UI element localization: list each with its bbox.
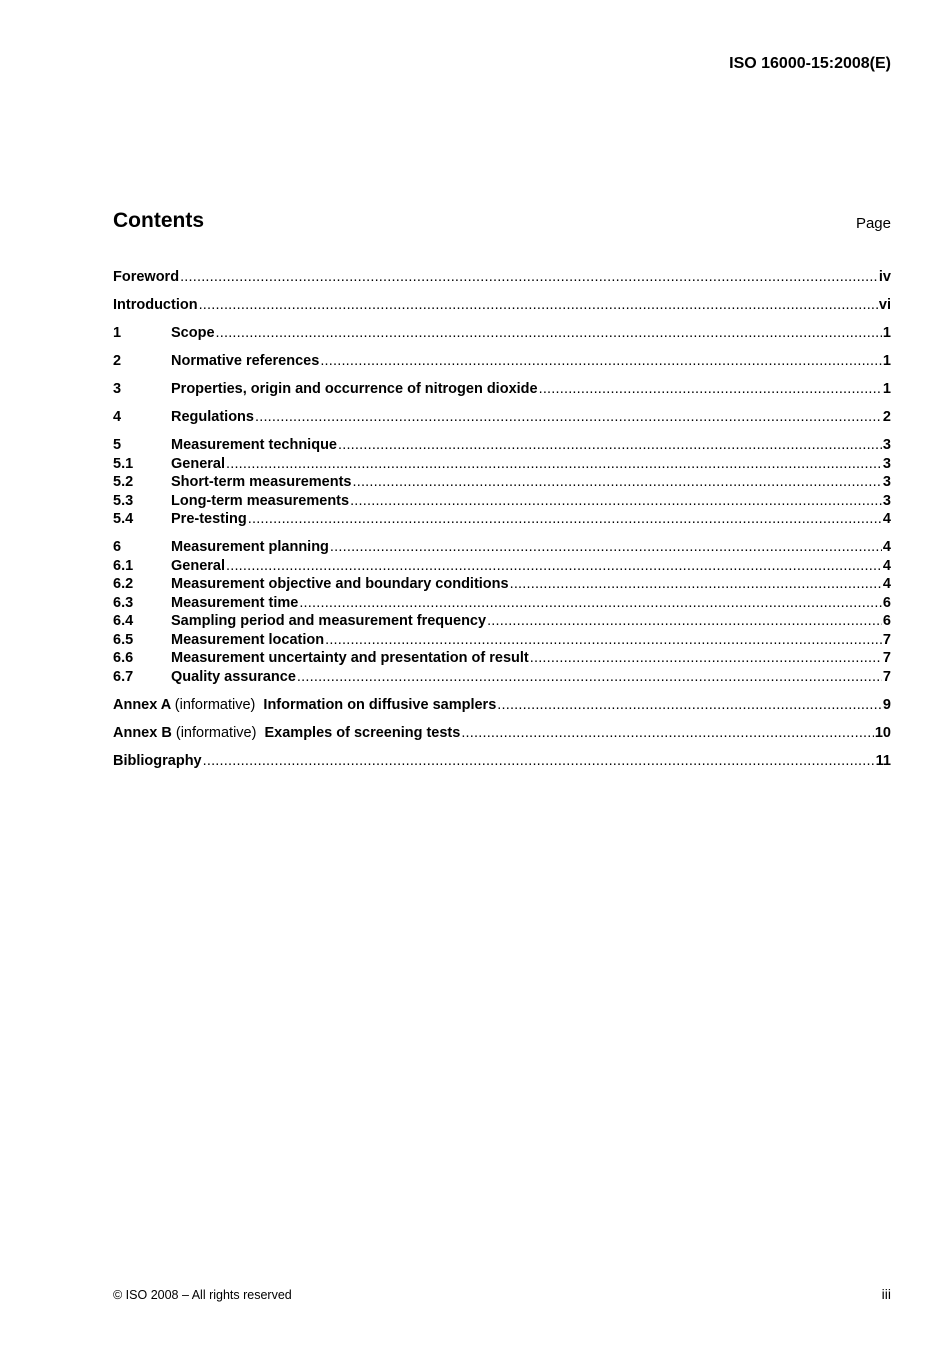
- toc-leader-dots: [216, 324, 882, 343]
- toc-entry-number: 6.3: [113, 594, 134, 611]
- toc-entry-title: Pre-testing: [171, 511, 247, 527]
- toc-page-number: 2: [882, 409, 891, 425]
- toc-entry-number: 6.1: [113, 557, 134, 574]
- toc-entry-number: 5.1: [113, 455, 134, 472]
- toc-page-number: 3: [882, 437, 891, 453]
- toc-page-number: 4: [882, 576, 891, 592]
- toc-page-number: 1: [882, 325, 891, 341]
- toc-leader-dots: [226, 455, 882, 474]
- toc-leader-dots: [226, 557, 882, 576]
- toc-entry-number: 2: [113, 353, 122, 369]
- toc-entry-title: Short-term measurements: [171, 474, 352, 490]
- toc-entry-title: Long-term measurements: [171, 492, 350, 509]
- toc-leader-dots: [353, 473, 882, 492]
- toc-leader-dots: [199, 296, 878, 315]
- toc-entry-bibliography[interactable]: [113, 752, 891, 771]
- annex-note: (informative): [174, 696, 256, 713]
- toc-page-number: 7: [882, 650, 891, 666]
- toc-page-number: 3: [882, 455, 891, 472]
- toc-entry-annex-b[interactable]: [113, 724, 891, 743]
- annex-title: Examples of screening tests: [264, 724, 461, 741]
- toc-page-number: 4: [882, 511, 891, 527]
- toc-entry-scope[interactable]: [113, 324, 891, 343]
- toc-entry-number: 6.7: [113, 668, 134, 685]
- toc-leader-dots: [350, 492, 882, 511]
- toc-entry-title: [113, 724, 460, 743]
- toc-entry-pre-testing[interactable]: [113, 510, 891, 529]
- toc-entry-uncertainty[interactable]: [113, 649, 891, 668]
- toc-page-number: 3: [882, 474, 891, 490]
- toc-entry-number: 6.6: [113, 650, 134, 666]
- toc-entry-title: Measurement location: [171, 631, 325, 648]
- toc-entry-number: 6.5: [113, 631, 134, 648]
- toc-entry-number: 5.3: [113, 492, 134, 509]
- toc-entry-title: Measurement objective and boundary conditions: [171, 576, 509, 592]
- toc-leader-dots: [487, 612, 882, 631]
- toc-entry-title: Bibliography: [113, 752, 202, 769]
- footer-copyright: © ISO 2008 – All rights reserved: [113, 1288, 292, 1302]
- toc-leader-dots: [497, 696, 882, 715]
- toc-entry-introduction[interactable]: [113, 296, 891, 315]
- toc-entry-title: Quality assurance: [171, 668, 296, 685]
- toc-entry-number: 1: [113, 325, 122, 341]
- toc-entry-title: Sampling period and measurement frequency: [171, 613, 487, 629]
- toc-entry-long-term[interactable]: [113, 492, 891, 511]
- toc-page-number: 7: [882, 668, 891, 685]
- toc-entry-title: Measurement uncertainty and presentation of result: [171, 650, 529, 666]
- toc-page-number: 4: [882, 557, 891, 574]
- toc-entry-sampling-period[interactable]: [113, 612, 891, 631]
- toc-entry-title: Introduction: [113, 297, 198, 313]
- toc-entry-objective[interactable]: [113, 575, 891, 594]
- toc-entry-measurement-location[interactable]: [113, 631, 891, 650]
- toc-entry-title: [113, 696, 496, 715]
- toc-entry-quality-assurance[interactable]: [113, 668, 891, 687]
- toc-entry-normative-references[interactable]: [113, 352, 891, 371]
- toc-page-number: iv: [878, 269, 891, 285]
- toc-entry-title: General: [171, 455, 225, 472]
- document-id: ISO 16000-15:2008(E): [729, 55, 891, 72]
- toc-entry-number: 6.4: [113, 613, 134, 629]
- footer-page-number: iii: [881, 1286, 891, 1302]
- toc-leader-dots: [320, 352, 882, 371]
- toc-page-number: vi: [878, 297, 891, 313]
- toc-entry-annex-a[interactable]: [113, 696, 891, 715]
- toc-leader-dots: [180, 268, 878, 287]
- contents-title: Contents: [113, 209, 204, 232]
- toc-page-number: 1: [882, 353, 891, 369]
- toc-leader-dots: [297, 668, 882, 687]
- toc-page-number: 1: [882, 381, 891, 397]
- toc-entry-number: 3: [113, 381, 122, 397]
- toc-leader-dots: [248, 510, 882, 529]
- toc-entry-6-1-general[interactable]: [113, 557, 891, 576]
- toc-leader-dots: [255, 408, 882, 427]
- toc-leader-dots: [539, 380, 882, 399]
- toc-entry-regulations[interactable]: [113, 408, 891, 427]
- toc-page-number: 4: [882, 539, 891, 555]
- annex-note: (informative): [175, 724, 257, 741]
- toc-entry-title: Properties, origin and occurrence of nitrogen dioxide: [171, 381, 538, 397]
- toc-entry-5-1-general[interactable]: [113, 455, 891, 474]
- table-of-contents: [113, 268, 891, 770]
- toc-page-number: 6: [882, 613, 891, 629]
- annex-label: Annex B: [113, 724, 172, 741]
- toc-entry-short-term[interactable]: [113, 473, 891, 492]
- toc-entry-measurement-technique[interactable]: [113, 436, 891, 455]
- annex-label: Annex A: [113, 696, 171, 713]
- toc-page-number: 6: [882, 594, 891, 611]
- toc-entry-title: Foreword: [113, 269, 180, 285]
- toc-entry-title: Measurement planning: [171, 539, 329, 555]
- toc-leader-dots: [530, 649, 882, 668]
- toc-entry-number: 4: [113, 409, 122, 425]
- toc-entry-title: Scope: [171, 325, 215, 341]
- toc-leader-dots: [330, 538, 882, 557]
- toc-entry-measurement-time[interactable]: [113, 594, 891, 613]
- toc-entry-measurement-planning[interactable]: [113, 538, 891, 557]
- toc-entry-properties[interactable]: [113, 380, 891, 399]
- toc-entry-title: General: [171, 557, 225, 574]
- toc-leader-dots: [325, 631, 882, 650]
- toc-entry-number: 5.4: [113, 511, 134, 527]
- toc-page-number: 9: [882, 696, 891, 713]
- toc-entry-number: 6: [113, 539, 122, 555]
- toc-leader-dots: [461, 724, 874, 743]
- toc-entry-title: Measurement technique: [171, 437, 337, 453]
- toc-entry-number: 5: [113, 437, 122, 453]
- annex-title: Information on diffusive samplers: [263, 696, 497, 713]
- toc-entry-number: 5.2: [113, 474, 134, 490]
- toc-page-number: 7: [882, 631, 891, 648]
- toc-leader-dots: [203, 752, 875, 771]
- page-column-label: Page: [855, 215, 891, 232]
- toc-entry-number: 6.2: [113, 576, 134, 592]
- toc-entry-title: Normative references: [171, 353, 320, 369]
- toc-entry-foreword[interactable]: [113, 268, 891, 287]
- toc-page-number: 10: [874, 724, 891, 741]
- toc-leader-dots: [299, 594, 882, 613]
- toc-entry-title: Measurement time: [171, 594, 299, 611]
- toc-page-number: 11: [875, 752, 891, 769]
- toc-leader-dots: [338, 436, 882, 455]
- toc-leader-dots: [510, 575, 882, 594]
- toc-entry-title: Regulations: [171, 409, 254, 425]
- toc-page-number: 3: [882, 492, 891, 509]
